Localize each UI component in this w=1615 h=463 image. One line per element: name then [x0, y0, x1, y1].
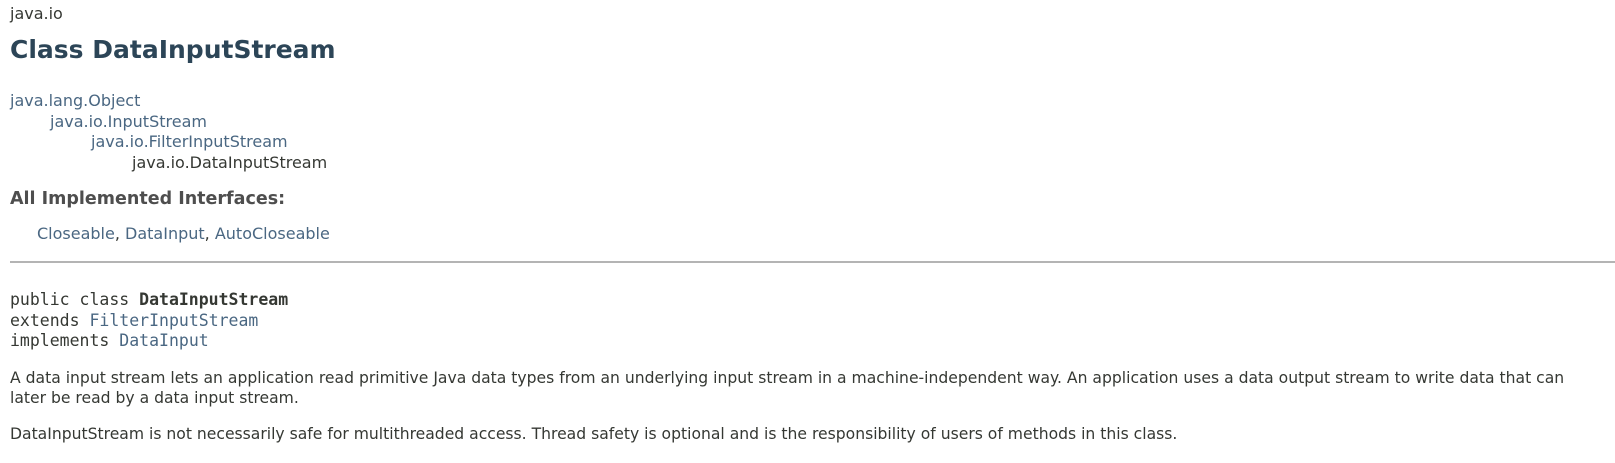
interface-link-datainput[interactable]: DataInput: [125, 224, 205, 243]
class-signature: [10, 290, 288, 352]
description-paragraph: A data input stream lets an application read primitive Java data types from an underlying input stream in a machine-independent way. An application uses a data output stream to write data that can later be read by a data input stream.: [10, 369, 1565, 407]
hierarchy-link-inputstream[interactable]: java.io.InputStream: [50, 111, 207, 131]
signature-extends-keyword: extends: [10, 310, 90, 330]
divider: [10, 261, 1615, 263]
interface-link-autocloseable[interactable]: AutoCloseable: [214, 224, 330, 243]
hierarchy-link-filterinputstream[interactable]: java.io.FilterInputStream: [91, 132, 288, 152]
interface-separator: ,: [204, 224, 215, 243]
description-paragraph: DataInputStream is not necessarily safe for multithreaded access. Thread safety is optional and is the responsibility of users of methods in this class.: [10, 425, 1178, 443]
signature-class-name: DataInputStream: [139, 290, 289, 309]
implemented-interfaces-list: [37, 224, 330, 243]
implemented-interfaces-label: All Implemented Interfaces:: [10, 189, 286, 209]
inheritance-tree: [10, 91, 327, 174]
signature-implements-link[interactable]: DataInput: [119, 331, 209, 351]
page-title: Class DataInputStream: [10, 35, 336, 64]
hierarchy-current-class: java.io.DataInputStream: [132, 153, 328, 173]
interface-link-closeable[interactable]: Closeable: [37, 224, 115, 243]
hierarchy-link-object[interactable]: java.lang.Object: [10, 91, 141, 110]
interface-separator: ,: [114, 224, 126, 243]
signature-modifiers: public class: [10, 290, 140, 309]
signature-implements-keyword: implements: [10, 331, 120, 351]
package-label: java.io: [10, 4, 63, 23]
signature-extends-link[interactable]: FilterInputStream: [89, 310, 259, 330]
